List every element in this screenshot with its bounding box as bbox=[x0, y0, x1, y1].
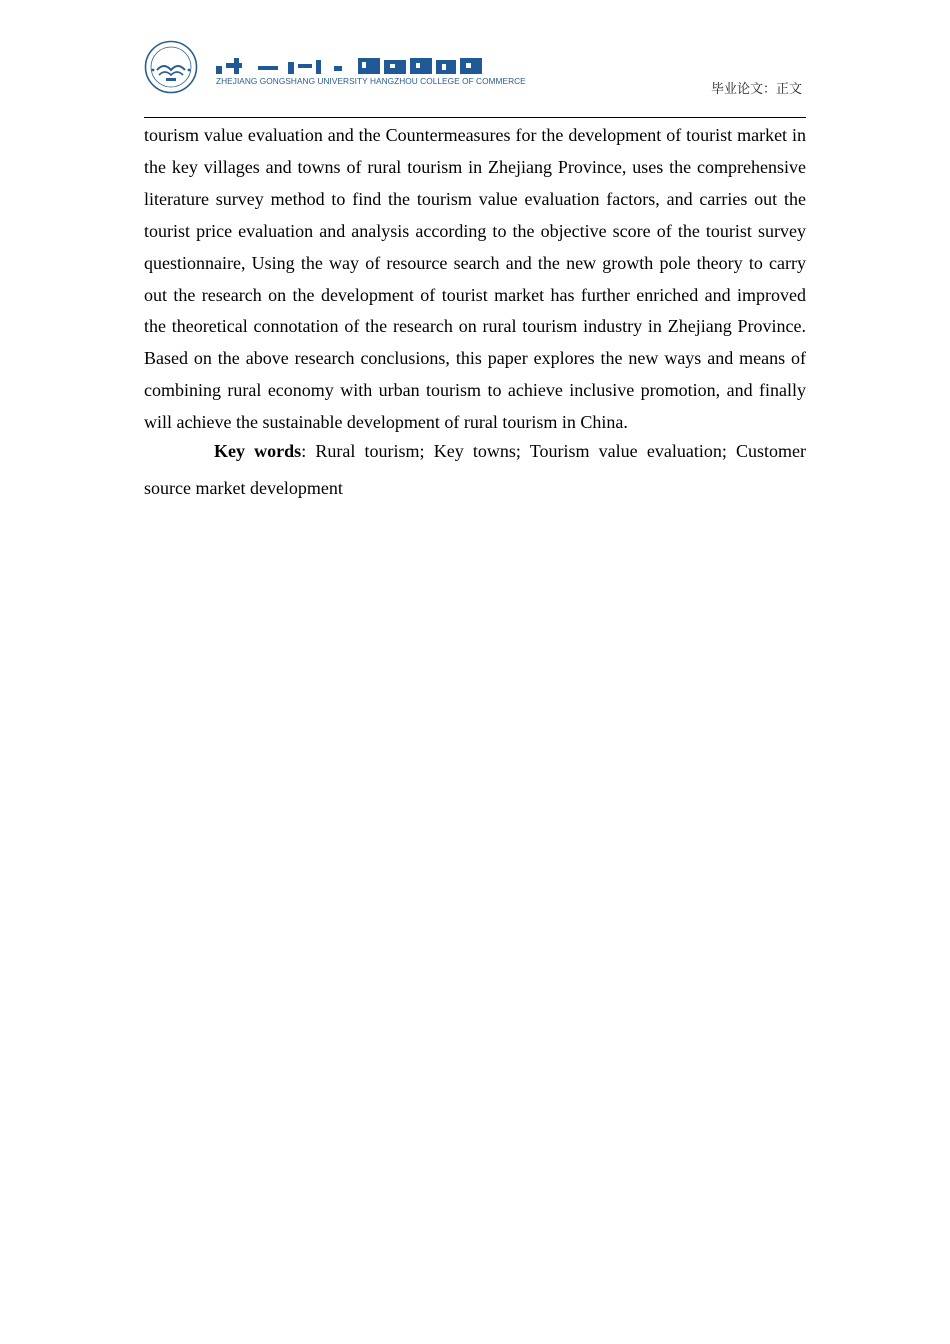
keywords-label: Key words bbox=[214, 441, 302, 462]
college-english-name: ZHEJIANG GONGSHANG UNIVERSITY HANGZHOU COLLEGE OF COMMERCE bbox=[216, 76, 526, 86]
keywords-paragraph bbox=[144, 433, 806, 507]
page-header bbox=[144, 52, 806, 118]
header-divider bbox=[144, 117, 806, 118]
document-section-label: 毕业论文：正文 bbox=[710, 82, 802, 97]
college-logo bbox=[144, 52, 526, 94]
keywords-list: : Rural tourism; Key towns; Tourism value evaluation; Customer source market development bbox=[144, 441, 806, 499]
college-seal-icon bbox=[144, 40, 198, 94]
page-body bbox=[144, 120, 806, 507]
college-chinese-name-calligraphy bbox=[216, 36, 484, 76]
abstract-paragraph: tourism value evaluation and the Countermeasures for the development of tourist market in the key villages and towns of rural tourism in Zhejiang Province, uses the comprehensive literature survey method to find the tourism value evaluation factors, and carries out the tourist price evaluation and analysis according to the objective score of the tourist survey questionnaire, Using the way of resource search and the new growth pole theory to carry out the research on the development of tourist market has further enriched and improved the theoretical connotation of the research on rural tourism industry in Zhejiang Province. Based on the above research conclusions, this paper explores the new ways and means of combining rural economy with urban tourism to achieve inclusive promotion, and finally will achieve the sustainable development of rural tourism in China. bbox=[144, 125, 806, 433]
